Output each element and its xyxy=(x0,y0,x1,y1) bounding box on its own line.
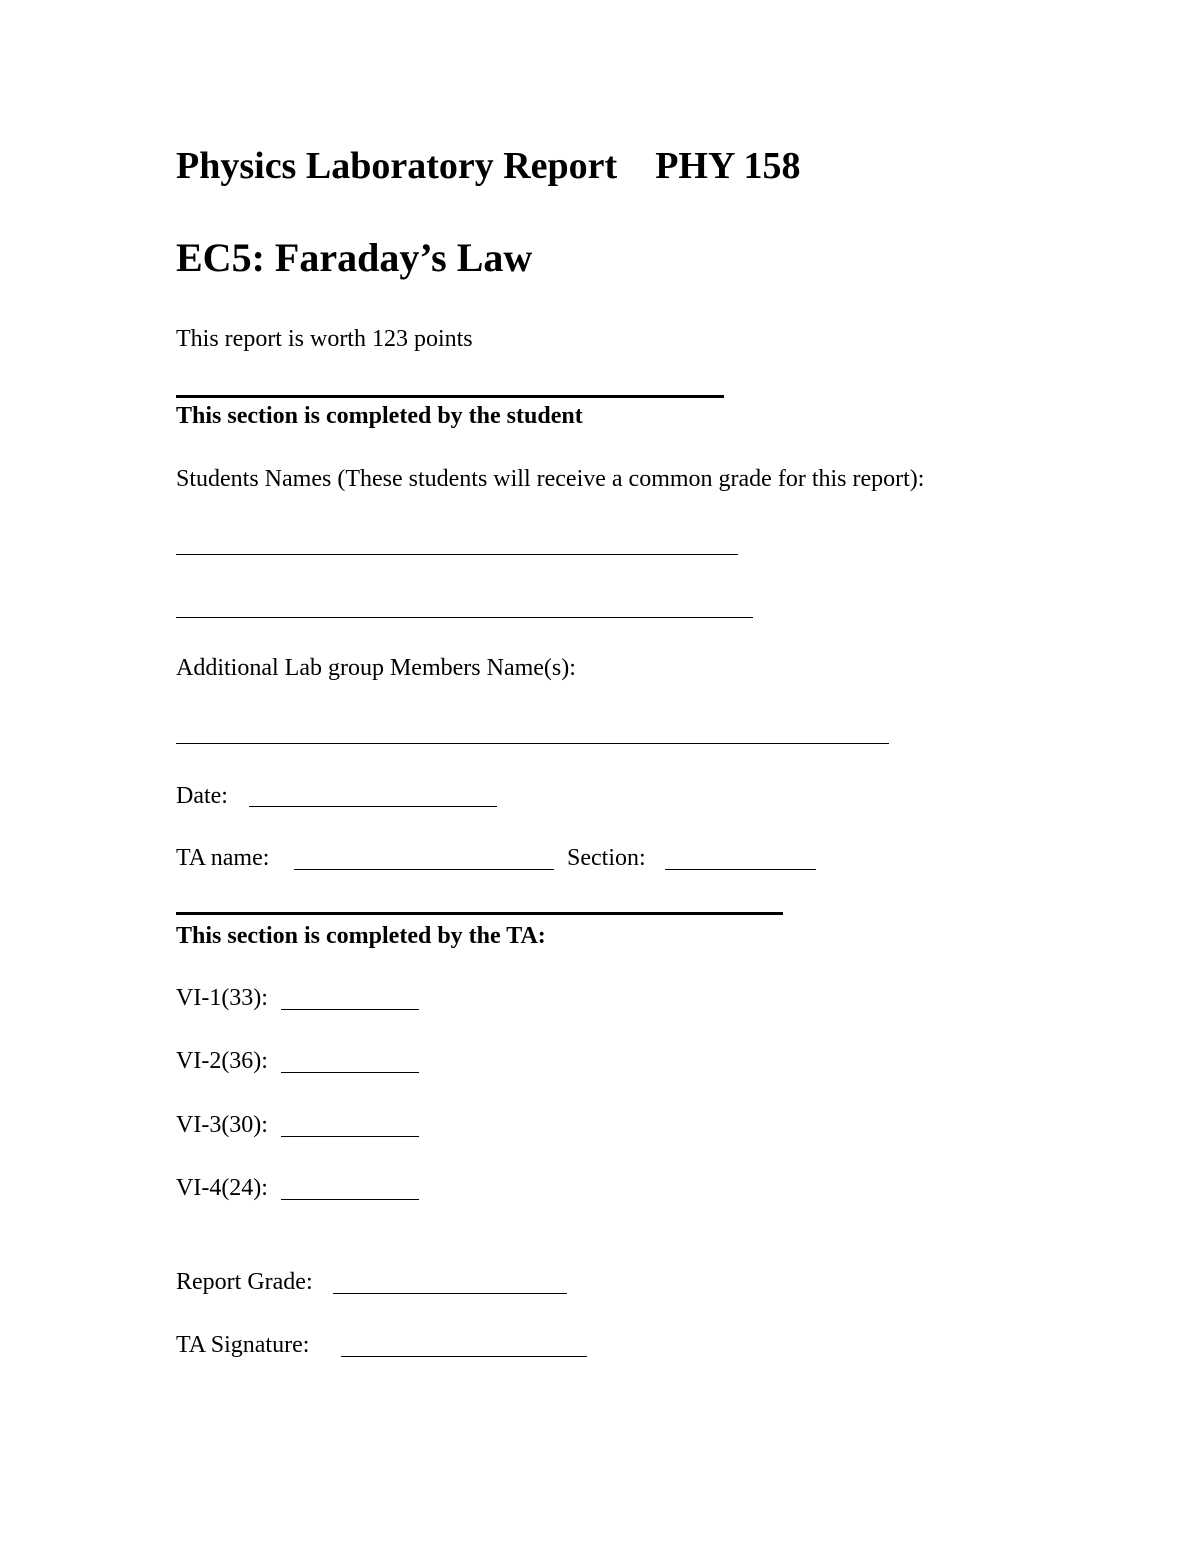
worth-text: This report is worth 123 points xyxy=(176,326,473,352)
date-label: Date: xyxy=(176,783,228,809)
student-section-divider xyxy=(176,395,724,398)
grade-item-vi-2-field[interactable] xyxy=(281,1072,419,1073)
grade-item-vi-1-field[interactable] xyxy=(281,1009,419,1010)
report-grade-field[interactable] xyxy=(333,1293,567,1294)
additional-members-field[interactable] xyxy=(176,743,889,744)
grade-item-vi-3-field[interactable] xyxy=(281,1136,419,1137)
grade-item-vi-3-label: VI-3(30): xyxy=(176,1112,268,1138)
ta-section-heading: This section is completed by the TA: xyxy=(176,923,546,949)
students-names-label xyxy=(176,467,924,491)
report-title-text: Physics Laboratory Report xyxy=(176,145,618,187)
section-label: Section: xyxy=(567,845,646,871)
grade-item-vi-1-label: VI-1(33): xyxy=(176,985,268,1011)
ta-name-label: TA name: xyxy=(176,845,270,871)
report-title xyxy=(176,147,801,185)
ta-signature-field[interactable] xyxy=(341,1356,587,1357)
grade-item-vi-4-label: VI-4(24): xyxy=(176,1175,268,1201)
ta-name-field[interactable] xyxy=(294,869,554,870)
student-section-heading: This section is completed by the student xyxy=(176,403,583,429)
grade-item-vi-2-label: VI-2(36): xyxy=(176,1048,268,1074)
ta-section-divider xyxy=(176,912,783,915)
course-code: PHY 158 xyxy=(655,145,801,187)
date-row xyxy=(176,784,228,808)
student-name-field-2[interactable] xyxy=(176,617,753,618)
experiment-title: EC5: Faraday’s Law xyxy=(176,235,533,280)
date-field[interactable] xyxy=(249,806,497,807)
additional-members-label: Additional Lab group Members Name(s): xyxy=(176,655,576,681)
section-field[interactable] xyxy=(665,869,816,870)
grade-item-vi-4-field[interactable] xyxy=(281,1199,419,1200)
students-names-label-text: Students Names (These students will receive a common grade for this report): xyxy=(176,466,925,492)
report-grade-label: Report Grade: xyxy=(176,1269,313,1295)
student-name-field-1[interactable] xyxy=(176,554,738,555)
ta-signature-label: TA Signature: xyxy=(176,1332,310,1358)
